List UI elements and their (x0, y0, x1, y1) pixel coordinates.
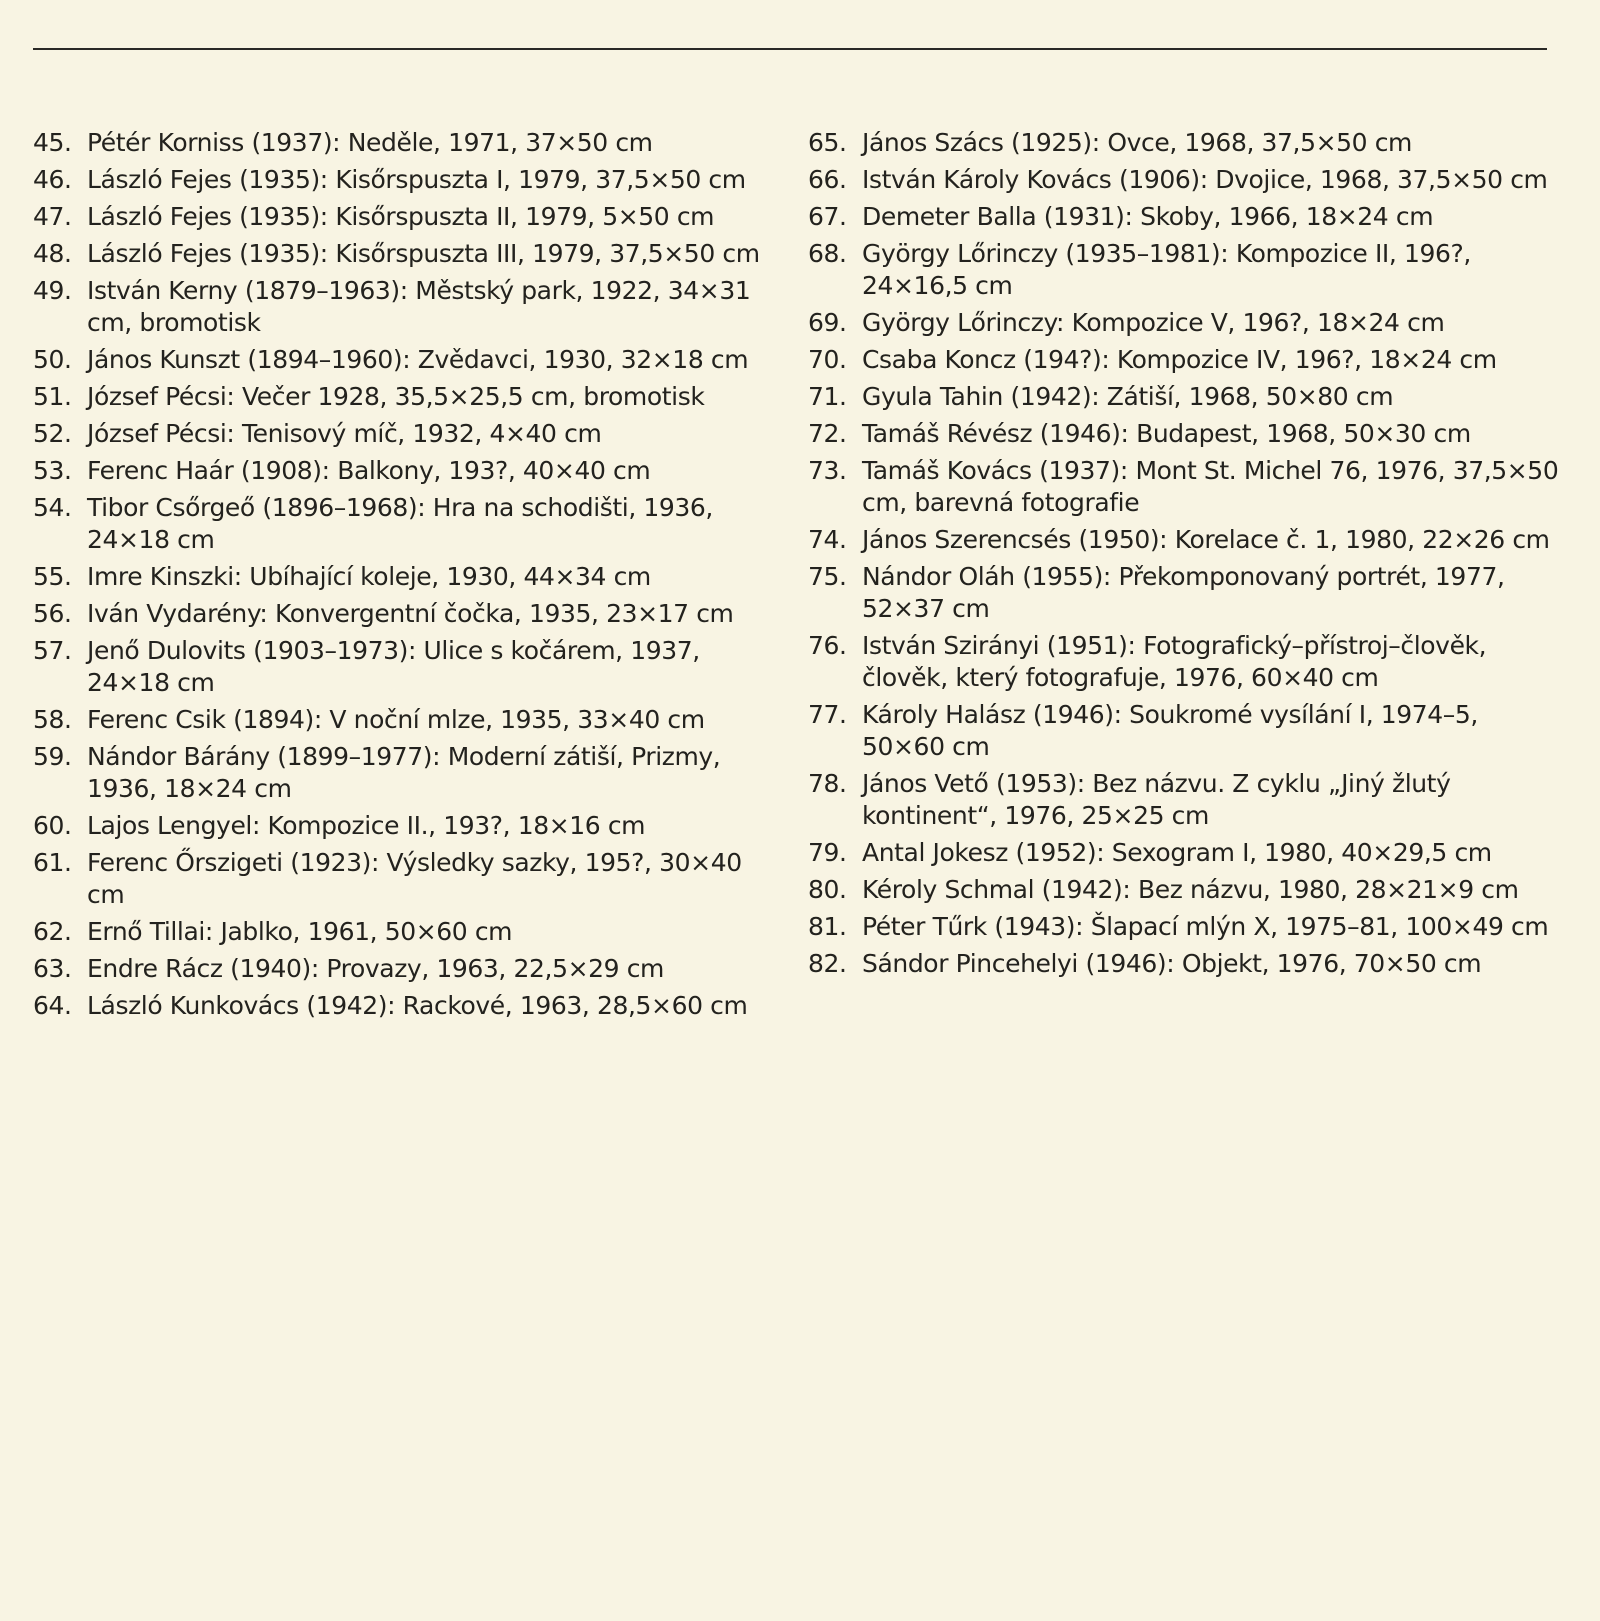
item-number: 62. (33, 917, 72, 946)
item-number: 72. (808, 419, 847, 448)
top-rule (33, 48, 1547, 50)
list-item (808, 874, 1560, 906)
list-item (808, 164, 1560, 196)
item-text: Lajos Lengyel: Kompozice II., 193?, 18×16 cm (87, 811, 646, 840)
item-number: 64. (33, 991, 72, 1020)
item-text: Károly Halász (1946): Soukromé vysílání I, 1974–5, 50×60 cm (862, 700, 1478, 761)
item-number: 49. (33, 276, 72, 305)
item-number: 63. (33, 954, 72, 983)
list-item (33, 561, 773, 593)
item-text: Tibor Csőrgeő (1896–1968): Hra na schodišti, 1936, 24×18 cm (87, 493, 713, 554)
item-text: Nándor Oláh (1955): Překomponovaný portrét, 1977, 52×37 cm (862, 562, 1505, 623)
item-text: Imre Kinszki: Ubíhající koleje, 1930, 44×34 cm (87, 562, 651, 591)
item-number: 79. (808, 838, 847, 867)
item-number: 74. (808, 525, 847, 554)
list-item (808, 561, 1560, 625)
list-item (808, 699, 1560, 763)
item-text: József Pécsi: Tenisový míč, 1932, 4×40 cm (87, 419, 602, 448)
item-number: 50. (33, 345, 72, 374)
list-item (33, 741, 773, 805)
item-text: István Szirányi (1951): Fotografický–přístroj–člověk, člověk, který fotografuje, 1976, 60×40 cm (862, 631, 1487, 692)
item-number: 53. (33, 456, 72, 485)
item-number: 82. (808, 949, 847, 978)
item-number: 47. (33, 202, 72, 231)
item-text: László Fejes (1935): Kisőrspuszta II, 1979, 5×50 cm (87, 202, 715, 231)
item-number: 46. (33, 165, 72, 194)
item-text: Ernő Tillai: Jablko, 1961, 50×60 cm (87, 917, 513, 946)
list-item (33, 418, 773, 450)
item-text: Tamáš Révész (1946): Budapest, 1968, 50×30 cm (862, 419, 1471, 448)
list-item (33, 238, 773, 270)
list-item (808, 344, 1560, 376)
item-number: 60. (33, 811, 72, 840)
item-text: János Szerencsés (1950): Korelace č. 1, 1980, 22×26 cm (862, 525, 1550, 554)
item-text: György Lőrinczy (1935–1981): Kompozice II, 196?, 24×16,5 cm (862, 239, 1471, 300)
list-item (808, 630, 1560, 694)
list-item (33, 598, 773, 630)
item-text: Sándor Pincehelyi (1946): Objekt, 1976, 70×50 cm (862, 949, 1482, 978)
item-number: 59. (33, 742, 72, 771)
item-number: 56. (33, 599, 72, 628)
item-text: István Károly Kovács (1906): Dvojice, 1968, 37,5×50 cm (862, 165, 1548, 194)
item-number: 58. (33, 705, 72, 734)
list-item (808, 201, 1560, 233)
left-column-list (33, 127, 773, 1027)
list-item (33, 127, 773, 159)
list-item (808, 238, 1560, 302)
item-number: 45. (33, 128, 72, 157)
item-number: 57. (33, 636, 72, 665)
item-number: 48. (33, 239, 72, 268)
item-number: 75. (808, 562, 847, 591)
list-item (33, 704, 773, 736)
item-number: 51. (33, 382, 72, 411)
item-text: Pétér Korniss (1937): Neděle, 1971, 37×50 cm (87, 128, 653, 157)
list-item (33, 492, 773, 556)
item-text: László Fejes (1935): Kisőrspuszta III, 1979, 37,5×50 cm (87, 239, 760, 268)
item-number: 52. (33, 419, 72, 448)
list-item (33, 201, 773, 233)
item-text: Ferenc Csik (1894): V noční mlze, 1935, 33×40 cm (87, 705, 705, 734)
item-number: 54. (33, 493, 72, 522)
item-text: Endre Rácz (1940): Provazy, 1963, 22,5×29 cm (87, 954, 664, 983)
list-item (808, 524, 1560, 556)
list-item (33, 164, 773, 196)
list-item (33, 381, 773, 413)
item-number: 76. (808, 631, 847, 660)
item-text: Kéroly Schmal (1942): Bez názvu, 1980, 28×21×9 cm (862, 875, 1519, 904)
item-text: László Fejes (1935): Kisőrspuszta I, 1979, 37,5×50 cm (87, 165, 746, 194)
item-text: Demeter Balla (1931): Skoby, 1966, 18×24 cm (862, 202, 1434, 231)
item-text: Tamáš Kovács (1937): Mont St. Michel 76, 1976, 37,5×50 cm, barevná fotografie (862, 456, 1559, 517)
item-text: György Lőrinczy: Kompozice V, 196?, 18×24 cm (862, 308, 1445, 337)
list-item (808, 307, 1560, 339)
list-item (33, 275, 773, 339)
item-number: 55. (33, 562, 72, 591)
list-item (808, 127, 1560, 159)
item-text: János Szács (1925): Ovce, 1968, 37,5×50 cm (862, 128, 1413, 157)
item-number: 67. (808, 202, 847, 231)
list-item (33, 810, 773, 842)
item-number: 69. (808, 308, 847, 337)
item-text: Nándor Bárány (1899–1977): Moderní zátiší, Prizmy, 1936, 18×24 cm (87, 742, 721, 803)
list-item (808, 455, 1560, 519)
item-number: 81. (808, 912, 847, 941)
item-number: 73. (808, 456, 847, 485)
item-number: 77. (808, 700, 847, 729)
item-text: Ferenc Haár (1908): Balkony, 193?, 40×40 cm (87, 456, 651, 485)
right-column-list (808, 127, 1560, 985)
item-number: 70. (808, 345, 847, 374)
item-text: János Vető (1953): Bez názvu. Z cyklu „Jiný žlutý kontinent“, 1976, 25×25 cm (862, 769, 1451, 830)
list-item (33, 916, 773, 948)
item-text: Iván Vydarény: Konvergentní čočka, 1935, 23×17 cm (87, 599, 734, 628)
item-text: Gyula Tahin (1942): Zátiší, 1968, 50×80 cm (862, 382, 1394, 411)
list-item (808, 837, 1560, 869)
item-number: 66. (808, 165, 847, 194)
item-text: József Pécsi: Večer 1928, 35,5×25,5 cm, bromotisk (87, 382, 705, 411)
item-text: István Kerny (1879–1963): Městský park, 1922, 34×31 cm, bromotisk (87, 276, 751, 337)
list-item (33, 455, 773, 487)
list-item (808, 418, 1560, 450)
item-number: 61. (33, 848, 72, 877)
item-number: 65. (808, 128, 847, 157)
item-text: János Kunszt (1894–1960): Zvědavci, 1930, 32×18 cm (87, 345, 749, 374)
item-number: 71. (808, 382, 847, 411)
item-text: Péter Tűrk (1943): Šlapací mlýn X, 1975–81, 100×49 cm (862, 912, 1549, 941)
list-item (33, 953, 773, 985)
list-item (33, 635, 773, 699)
item-number: 80. (808, 875, 847, 904)
item-text: Csaba Koncz (194?): Kompozice IV, 196?, 18×24 cm (862, 345, 1497, 374)
item-text: Ferenc Őrszigeti (1923): Výsledky sazky, 195?, 30×40 cm (87, 848, 742, 909)
item-number: 68. (808, 239, 847, 268)
list-item (808, 381, 1560, 413)
list-item (808, 768, 1560, 832)
list-item (808, 911, 1560, 943)
item-text: László Kunkovács (1942): Rackové, 1963, 28,5×60 cm (87, 991, 748, 1020)
item-text: Jenő Dulovits (1903–1973): Ulice s kočárem, 1937, 24×18 cm (87, 636, 700, 697)
list-item (33, 344, 773, 376)
list-item (33, 990, 773, 1022)
list-item (808, 948, 1560, 980)
item-number: 78. (808, 769, 847, 798)
list-item (33, 847, 773, 911)
item-text: Antal Jokesz (1952): Sexogram I, 1980, 40×29,5 cm (862, 838, 1492, 867)
